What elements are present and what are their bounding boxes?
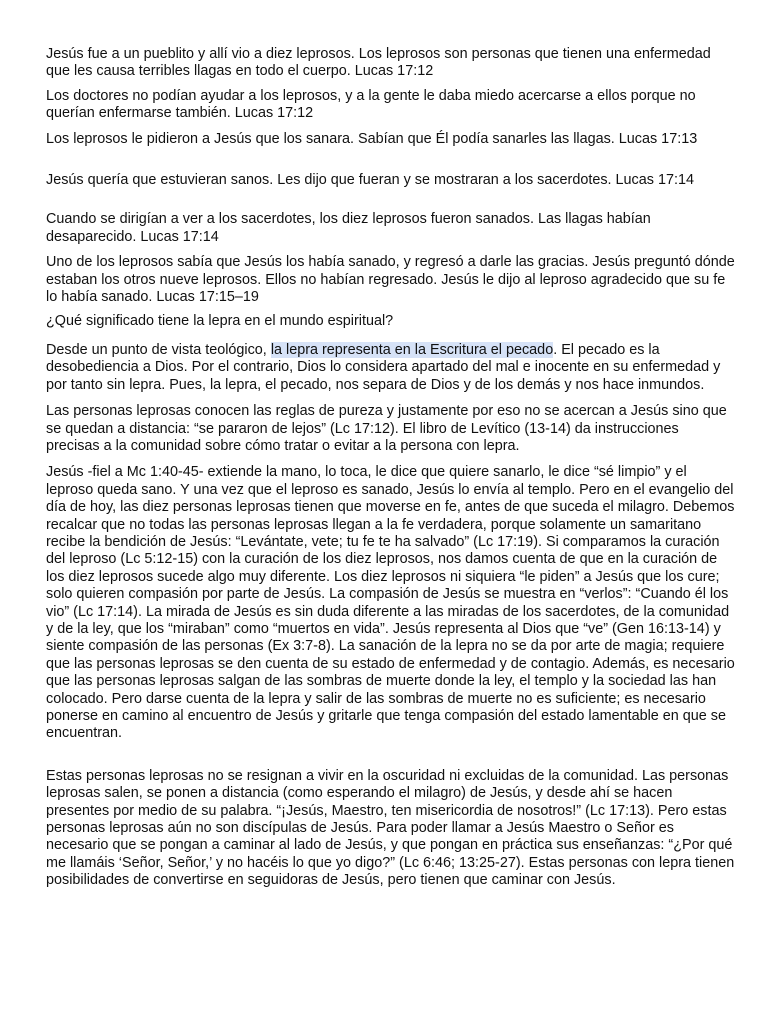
paragraph-4: Jesús quería que estuvieran sanos. Les dijo que fueran y se mostraran a los sacerdotes. Lucas 17:14 xyxy=(46,172,694,189)
highlighted-text[interactable]: la lepra representa en la Escritura el pecado xyxy=(270,341,554,358)
paragraph-6: Uno de los leprosos sabía que Jesús los había sanado, y regresó a darle las gracias. Jesús preguntó dónde estaban los otros nueve leprosos. Ellos no habían regresado. Jesús le dijo al leproso agradecido que su fe lo había sanado. Lucas 17:15–19 xyxy=(46,254,735,306)
paragraph-10: Jesús -fiel a Mc 1:40-45- extiende la mano, lo toca, le dice que quiere sanarlo, le dice “sé limpio” y el leproso queda sano. Y una vez que el leproso es sanado, Jesús lo envía al templo. Pero en el evangelio del día de hoy, las diez personas leprosas tienen que moverse en fe, antes de que suceda el milagro. Debemos recalcar que no todas las personas leprosas llegan a la fe verdadera, porque solamente un samaritano recibe la bendición de Jesús: “Levántate, vete; tu fe te ha salvado” (Lc 17:19). Si comparamos la curación del leproso (Lc 5:12-15) con la curación de los diez leprosos, nos damos cuenta de que en la curación de los diez leprosos sucede algo muy diferente. Los diez leprosos ni siquiera “le piden” a Jesús que los cure; solo quieren compasión por parte de Jesús. La compasión de Jesús se muestra en “verlos”: “Cuando él los vio” (Lc 17:14). La mirada de Jesús es sin duda diferente a las miradas de los sacerdotes, de la comunidad y de la ley, que los “miraban” como “muertos en vida”. Jesús representa al Dios que “ve” (Gen 16:13-14) y siente compasión de las personas (Ex 3:7-8). La sanación de la lepra no se da por arte de magia; requiere que las personas leprosas se den cuenta de su estado de enfermedad y de contagio. Además, es necesario que las personas leprosas salgan de las sombras de muerte donde la ley, el templo y la sociedad las han colocado. Pero darse cuenta de la lepra y salir de las sombras de muerte no es suficiente; es necesario ponerse en camino al encuentro de Jesús y gritarle que tenga compasión del estado lamentable en que se encuentran. xyxy=(46,464,735,742)
paragraph-7-question: ¿Qué significado tiene la lepra en el mundo espiritual? xyxy=(46,313,394,330)
paragraph-2: Los doctores no podían ayudar a los leprosos, y a la gente le daba miedo acercarse a ellos porque no querían enfermarse también. Lucas 17:12 xyxy=(46,87,696,122)
paragraph-8-before: Desde un punto de vista teológico, xyxy=(46,341,271,358)
paragraph-8 xyxy=(46,342,736,394)
paragraph-5: Cuando se dirigían a ver a los sacerdotes, los diez leprosos fueron sanados. Las llagas habían desaparecido. Lucas 17:14 xyxy=(46,211,651,245)
document-page xyxy=(46,46,736,890)
paragraph-3: Los leprosos le pidieron a Jesús que los sanara. Sabían que Él podía sanarles las llagas. Lucas 17:13 xyxy=(46,130,698,147)
paragraph-9: Las personas leprosas conocen las reglas de pureza y justamente por eso no se acercan a Jesús sino que se quedan a distancia: “se pararon de lejos” (Lc 17:12). El libro de Levítico (13-14) da instrucciones precisas a la comunidad sobre cómo tratar o evitar a la persona con lepra. xyxy=(46,403,727,454)
paragraph-11: Estas personas leprosas no se resignan a vivir en la oscuridad ni excluidas de la comunidad. Las personas leprosas salen, se ponen a distancia (como esperando el milagro) de Jesús, y desde ahí se hacen presentes por medio de su palabra. “¡Jesús, Maestro, ten misericordia de nosotros!” (Lc 17:13). Pero estas personas leprosas aún no son discípulas de Jesús. Para poder llamar a Jesús Maestro o Señor es necesario que se pongan a caminar al lado de Jesús, y que pongan en práctica sus enseñanzas: “¿Por qué me llamáis ‘Señor, Señor,’ y no hacéis lo que yo digo?” (Lc 6:46; 13:25-27). Estas personas con lepra tienen posibilidades de convertirse en seguidoras de Jesús, pero tienen que caminar con Jesús. xyxy=(46,767,735,889)
paragraph-1: Jesús fue a un pueblito y allí vio a diez leprosos. Los leprosos son personas que tienen una enfermedad que les causa terribles llagas en todo el cuerpo. Lucas 17:12 xyxy=(46,46,711,80)
paragraph-8-after: . El pecado es la desobediencia a Dios. Por el contrario, Dios lo considera apartado del mal e inocente en su enfermedad y por tanto sin lepra. Pues, la lepra, el pecado, nos separa de Dios y de los demás y nos hace inmundos. xyxy=(46,341,721,393)
